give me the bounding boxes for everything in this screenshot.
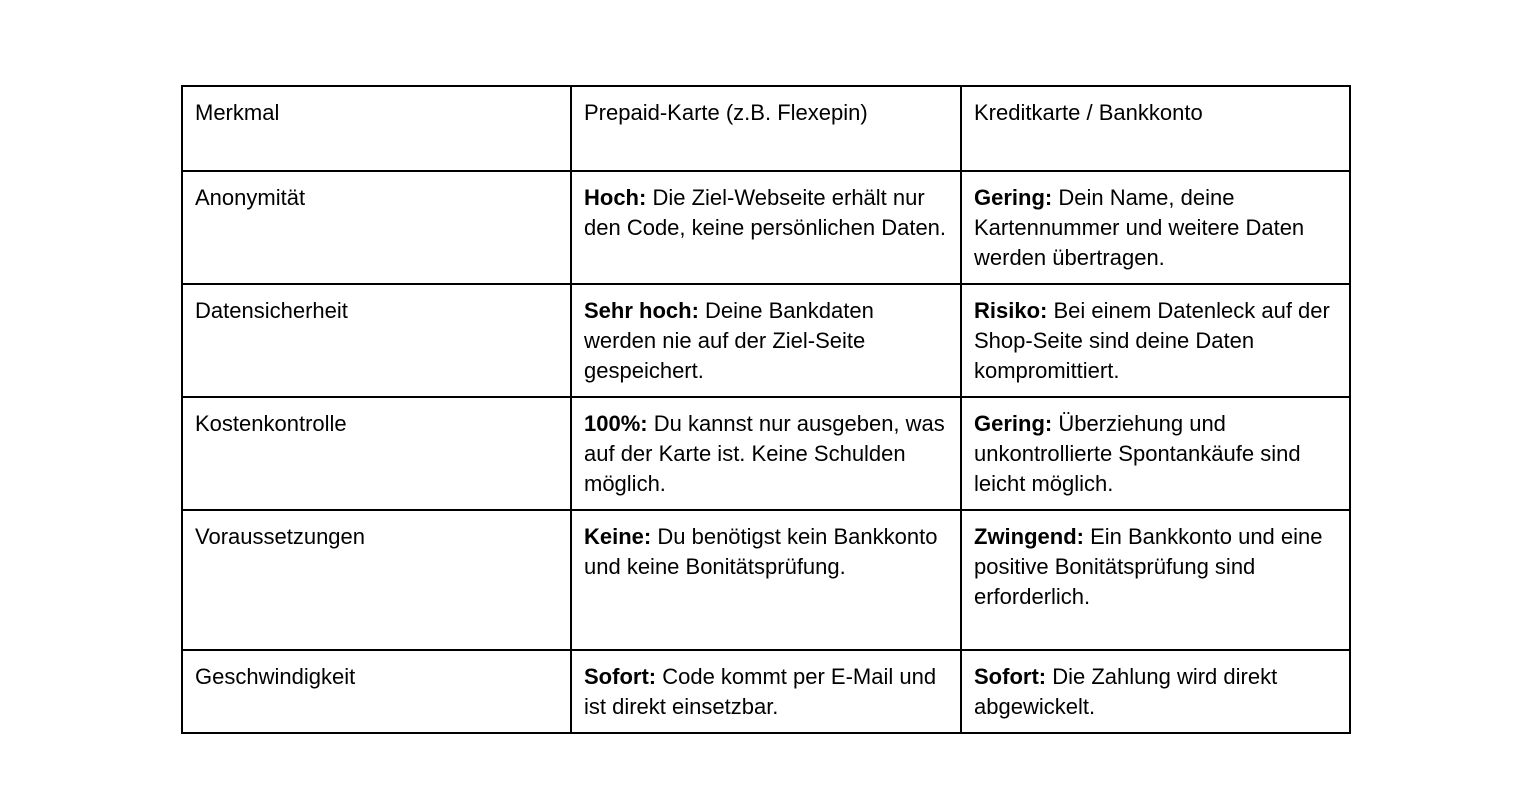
table-row [182, 171, 1350, 284]
cell-body-text: Code kommt per E-Mail und ist direkt einsetzbar. [584, 664, 937, 719]
table-row [182, 510, 1350, 650]
cell-body-text: Deine Bankdaten werden nie auf der Ziel-Seite gespeichert. [584, 298, 874, 383]
header-cell-kreditkarte: Kreditkarte / Bankkonto [961, 86, 1350, 171]
cell-lead-text: Gering: [974, 411, 1053, 436]
credit-cell [961, 650, 1350, 733]
header-cell-prepaid: Prepaid-Karte (z.B. Flexepin) [571, 86, 961, 171]
table-header-row [182, 86, 1350, 171]
feature-cell: Voraussetzungen [182, 510, 571, 650]
cell-body-text: Die Ziel-Webseite erhält nur den Code, keine persönlichen Daten. [584, 185, 947, 240]
prepaid-cell [571, 650, 961, 733]
feature-cell: Kostenkontrolle [182, 397, 571, 510]
credit-cell [961, 397, 1350, 510]
cell-lead-text: Risiko: [974, 298, 1048, 323]
table-row [182, 650, 1350, 733]
credit-cell [961, 171, 1350, 284]
comparison-table [181, 85, 1351, 734]
prepaid-cell [571, 510, 961, 650]
cell-lead-text: Zwingend: [974, 524, 1084, 549]
cell-lead-text: Sofort: [584, 664, 657, 689]
cell-body-text: Dein Name, deine Kartennummer und weitere Daten werden übertragen. [974, 185, 1305, 270]
cell-lead-text: Gering: [974, 185, 1053, 210]
prepaid-cell [571, 397, 961, 510]
cell-lead-text: 100%: [584, 411, 648, 436]
cell-body-text: Bei einem Datenleck auf der Shop-Seite sind deine Daten kompromittiert. [974, 298, 1330, 383]
cell-body-text: Ein Bankkonto und eine positive Bonitätsprüfung sind erforderlich. [974, 524, 1323, 609]
credit-cell [961, 510, 1350, 650]
cell-lead-text: Hoch: [584, 185, 647, 210]
credit-cell [961, 284, 1350, 397]
feature-cell: Geschwindigkeit [182, 650, 571, 733]
table-row [182, 397, 1350, 510]
cell-lead-text: Keine: [584, 524, 652, 549]
feature-cell: Anonymität [182, 171, 571, 284]
cell-body-text: Du benötigst kein Bankkonto und keine Bonitätsprüfung. [584, 524, 938, 579]
table-row [182, 284, 1350, 397]
prepaid-cell [571, 171, 961, 284]
cell-lead-text: Sehr hoch: [584, 298, 699, 323]
prepaid-cell [571, 284, 961, 397]
cell-body-text: Du kannst nur ausgeben, was auf der Karte ist. Keine Schulden möglich. [584, 411, 945, 496]
cell-lead-text: Sofort: [974, 664, 1047, 689]
feature-cell: Datensicherheit [182, 284, 571, 397]
header-cell-merkmal: Merkmal [182, 86, 571, 171]
cell-body-text: Die Zahlung wird direkt abgewickelt. [974, 664, 1278, 719]
cell-body-text: Überziehung und unkontrollierte Spontankäufe sind leicht möglich. [974, 411, 1301, 496]
